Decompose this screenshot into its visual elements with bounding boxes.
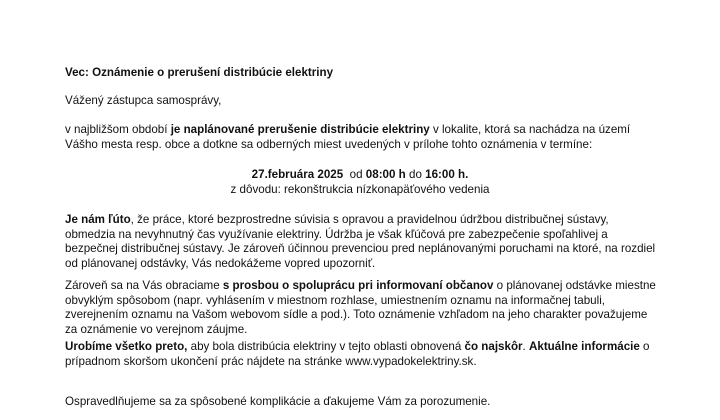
subject-line [65,66,660,81]
p4-text-d: . [522,340,529,353]
p4-bold-c: čo najskôr [464,340,523,353]
subject-text: Vec: Oznámenie o prerušení distribúcie elektriny [65,66,334,79]
paragraph-outage-notice [65,123,660,152]
outage-term [0,168,720,197]
p3-text-a: Zároveň sa na Vás obraciame [65,279,223,292]
term-date: 27.februára 2025 [251,168,344,181]
paragraph-restoration-info [65,340,660,369]
paragraph-apology-maintenance [65,213,660,271]
salutation: Vážený zástupca samosprávy, [65,94,222,107]
term-from-time: 08:00 h [365,168,406,181]
p1-bold: je naplánované prerušenie distribúcie elektriny [170,123,430,136]
closing-line: Ospravedlňujeme sa za spôsobené komplikácie a ďakujeme Vám za porozumenie. [65,395,491,408]
p4-text-b: aby bola distribúcia elektriny v tejto oblasti obnovená [187,340,465,353]
p4-bold-a: Urobíme všetko preto, [65,340,188,353]
p4-bold-e: Aktuálne informácie [529,340,640,353]
term-from-word: od [349,168,363,181]
paragraph-cooperation-request [65,279,660,337]
p1-text-c: v lokalite, ktorá sa nachádza na území Vášho mesta resp. obce a dotkne sa odberných miest uvedených v prílohe tohto oznámenia v termíne: [65,123,631,151]
p3-bold: s prosbou o spoluprácu pri informovaní občanov [222,279,494,292]
p1-text-a: v najbližšom období [65,123,171,136]
term-to-word: do [409,168,422,181]
p2-text: , že práce, ktoré bezprostredne súvisia s opravou a pravidelnou údržbou distribučnej sústavy, obmedzia na nevyhnutný čas využívanie elektriny. Údržba je však kľúčová pre zabezpečenie spoľahlivej a bezpečnej distribučnej sústavy. Je zároveň účinnou prevenciou pred neplánovanými poruchami na ktoré, na rozdiel od plánovanej odstávky, Vás nedokážeme vopred upozorniť. [65,213,656,270]
term-reason: z dôvodu: rekonštrukcia nízkonapäťového vedenia [230,182,490,196]
p2-bold: Je nám ľúto [65,213,131,226]
p3-text-c: o plánovanej odstávke miestne obvyklým spôsobom (napr. vyhlásením v miestnom rozhlase, umiestnením oznamu na informačnej tabuli, zverejnením oznamu na Vašom webovom sídle a pod.). Toto oznámenie vzhľadom na jeho charakter považujeme za oznámenie vo verejnom záujme. [65,279,656,336]
p4-text-f: o prípadnom skoršom ukončení prác nájdete na stránke www.vypadokelektriny.sk. [65,340,650,368]
term-to-time: 16:00 h. [425,168,469,181]
